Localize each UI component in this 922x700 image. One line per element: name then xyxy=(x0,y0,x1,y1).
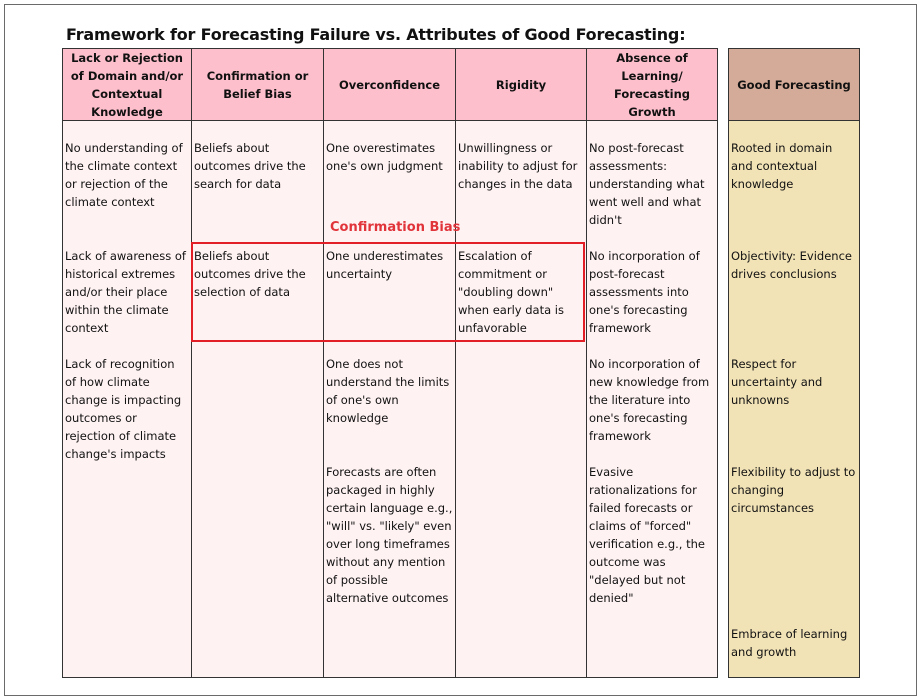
column-header: Overconfidence xyxy=(324,49,455,121)
table-cell: Objectivity: Evidence drives conclusions xyxy=(731,249,852,281)
column-header: Confirmation or Belief Bias xyxy=(192,49,323,121)
table-cell: Beliefs about outcomes drive the selection of data xyxy=(194,249,306,299)
column-domain-knowledge xyxy=(62,48,192,678)
table-cell: Beliefs about outcomes drive the search for data xyxy=(194,141,306,191)
table-cell: No incorporation of new knowledge from the literature into one's forecasting framework xyxy=(589,357,710,443)
page-title: Framework for Forecasting Failure vs. Attributes of Good Forecasting: xyxy=(66,25,686,44)
table-cell: Embrace of learning and growth xyxy=(731,627,848,659)
column-confirmation-bias xyxy=(192,48,324,678)
table-cell: One overestimates one's own judgment xyxy=(326,141,443,173)
table-cell: One underestimates uncertainty xyxy=(326,249,444,281)
table-cell: Lack of awareness of historical extremes and/or their place within the climate context xyxy=(65,249,186,335)
table-cell: Respect for uncertainty and unknowns xyxy=(731,357,823,407)
column-absence-of-learning xyxy=(587,48,718,678)
table-cell: No post-forecast assessments: understanding what went well and what didn't xyxy=(589,141,705,227)
column-rigidity xyxy=(456,48,587,678)
table-cell: One does not understand the limits of one's own knowledge xyxy=(326,357,450,425)
column-overconfidence xyxy=(324,48,456,678)
table-cell: Lack of recognition of how climate change is impacting outcomes or rejection of climate change's impacts xyxy=(65,357,182,461)
column-good-forecasting xyxy=(728,48,860,678)
column-header: Rigidity xyxy=(456,49,586,121)
column-header: Good Forecasting xyxy=(729,49,859,121)
table-cell: Forecasts are often packaged in highly certain language e.g., "will" vs. "likely" even over long timeframes without any mention of possible alternative outcomes xyxy=(326,465,453,605)
column-header: Lack or Rejection of Domain and/or Contextual Knowledge xyxy=(63,49,191,121)
confirmation-bias-callout-label: Confirmation Bias xyxy=(330,220,461,235)
table-cell: No understanding of the climate context or rejection of the climate context xyxy=(65,141,183,209)
confirmation-bias-highlight-box xyxy=(191,242,585,342)
table-cell: No incorporation of post-forecast assessments into one's forecasting framework xyxy=(589,249,700,335)
column-header: Absence of Learning/ Forecasting Growth xyxy=(587,49,717,121)
table-cell: Flexibility to adjust to changing circumstances xyxy=(731,465,856,515)
table-cell: Unwillingness or inability to adjust for changes in the data xyxy=(458,141,578,191)
table-cell: Evasive rationalizations for failed forecasts or claims of "forced" verification e.g., the outcome was "delayed but not denied" xyxy=(589,465,705,605)
table-cell: Escalation of commitment or "doubling down" when early data is unfavorable xyxy=(458,249,564,335)
table-cell: Rooted in domain and contextual knowledge xyxy=(731,141,833,191)
